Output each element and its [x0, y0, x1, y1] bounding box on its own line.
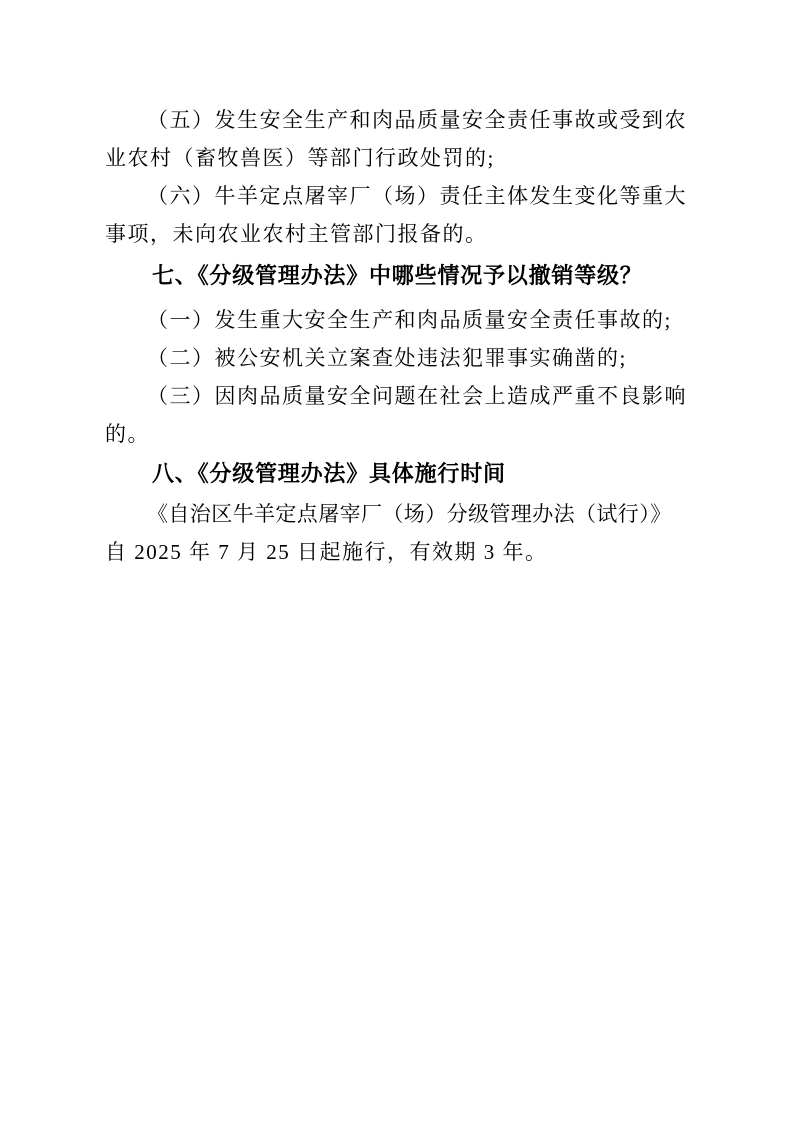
paragraph-line: 业农村（畜牧兽医）等部门行政处罚的; — [105, 146, 495, 170]
paragraph-item-6 — [105, 177, 688, 253]
paragraph-line: （二）被公安机关立案查处违法犯罪事实确凿的; — [147, 346, 627, 370]
paragraph-line: 事项，未向农业农村主管部门报备的。 — [105, 222, 488, 246]
paragraph-item-2 — [105, 339, 688, 377]
section-heading-text: 七、《分级管理办法》中哪些情况予以撤销等级？ — [152, 263, 643, 288]
closing-paragraph — [105, 495, 688, 571]
paragraph-line: 的。 — [105, 422, 150, 446]
paragraph-line: （六）牛羊定点屠宰厂（场）责任主体发生变化等重大 — [147, 184, 687, 208]
paragraph-item-3 — [105, 377, 688, 453]
paragraph-item-1 — [105, 301, 688, 339]
paragraph-line: （三）因肉品质量安全问题在社会上造成严重不良影响 — [147, 384, 687, 408]
section-heading-8 — [105, 455, 688, 493]
paragraph-line: （一）发生重大安全生产和肉品质量安全责任事故的; — [147, 308, 672, 332]
paragraph-line: （五）发生安全生产和肉品质量安全责任事故或受到农 — [147, 108, 687, 132]
paragraph-line: 《自治区牛羊定点屠宰厂（场）分级管理办法（试行）》 — [147, 502, 672, 526]
section-heading-7 — [105, 257, 688, 295]
paragraph-line: 自 2025 年 7 月 25 日起施行，有效期 3 年。 — [105, 540, 548, 564]
paragraph-item-5 — [105, 101, 688, 177]
section-heading-text: 八、《分级管理办法》具体施行时间 — [152, 461, 506, 486]
